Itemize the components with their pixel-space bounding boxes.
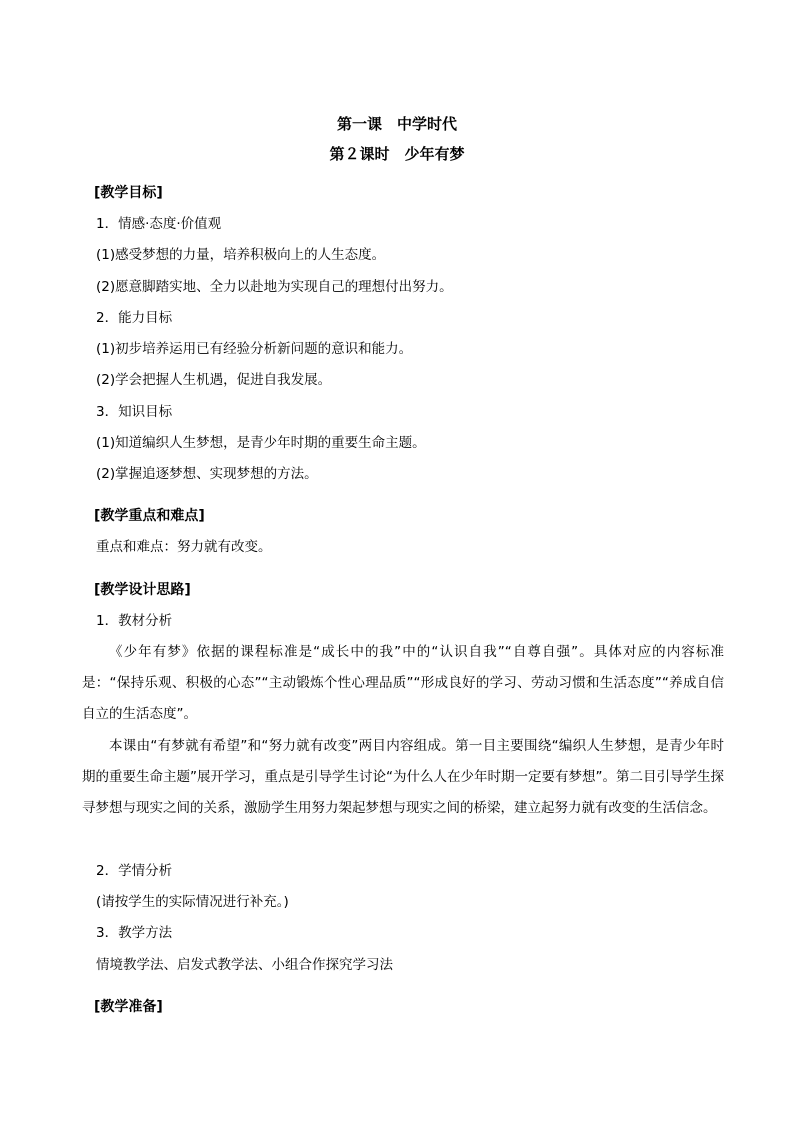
design-heading: [教学设计思路] xyxy=(94,582,191,598)
lesson-title: 第一课 中学时代 xyxy=(336,115,457,133)
design-2-text: (请按学生的实际情况进行补充。) xyxy=(96,894,289,910)
objectives-heading: [教学目标] xyxy=(94,185,163,201)
objective-3-title: 3．知识目标 xyxy=(96,404,173,420)
objective-1-title: 1．情感·态度·价值观 xyxy=(96,216,222,232)
design-1-paragraph-1: 《少年有梦》依据的课程标准是“成长中的我”中的“认识自我”“自尊自强”。具体对应的内容标准是：“保持乐观、积极的心态”“主动锻炼个性心理品质”“形成良好的学习、劳动习惯和生活态度”“养成自信自立的生活态度”。 xyxy=(82,644,724,722)
key-points-heading: [教学重点和难点] xyxy=(94,508,205,524)
design-1-paragraph-2: 本课由“有梦就有希望”和“努力就有改变”两目内容组成。第一目主要围绕“编织人生梦想，是青少年时期的重要生命主题”展开学习，重点是引导学生讨论“为什么人在少年时期一定要有梦想”。第二目引导学生探寻梦想与现实之间的关系，激励学生用努力架起梦想与现实之间的桥梁，建立起努力就有改变的生活信念。 xyxy=(82,738,724,816)
objective-1-point-1: (1)感受梦想的力量，培养积极向上的人生态度。 xyxy=(96,247,386,263)
objective-1-point-2: (2)愿意脚踏实地、全力以赴地为实现自己的理想付出努力。 xyxy=(96,279,453,295)
design-3-text: 情境教学法、启发式教学法、小组合作探究学习法 xyxy=(96,957,393,973)
design-3-title: 3．教学方法 xyxy=(96,925,173,941)
design-1-title: 1．教材分析 xyxy=(96,613,173,629)
objective-2-title: 2．能力目标 xyxy=(96,310,173,326)
lesson-subtitle: 第２课时 少年有梦 xyxy=(329,145,465,163)
key-points-text: 重点和难点：努力就有改变。 xyxy=(96,539,272,555)
objective-3-point-2: (2)掌握追逐梦想、实现梦想的方法。 xyxy=(96,466,318,482)
preparation-heading: [教学准备] xyxy=(94,999,163,1015)
objective-2-point-2: (2)学会把握人生机遇，促进自我发展。 xyxy=(96,372,332,388)
objective-2-point-1: (1)初步培养运用已有经验分析新问题的意识和能力。 xyxy=(96,341,413,357)
design-2-title: 2．学情分析 xyxy=(96,863,173,879)
objective-3-point-1: (1)知道编织人生梦想，是青少年时期的重要生命主题。 xyxy=(96,435,426,451)
